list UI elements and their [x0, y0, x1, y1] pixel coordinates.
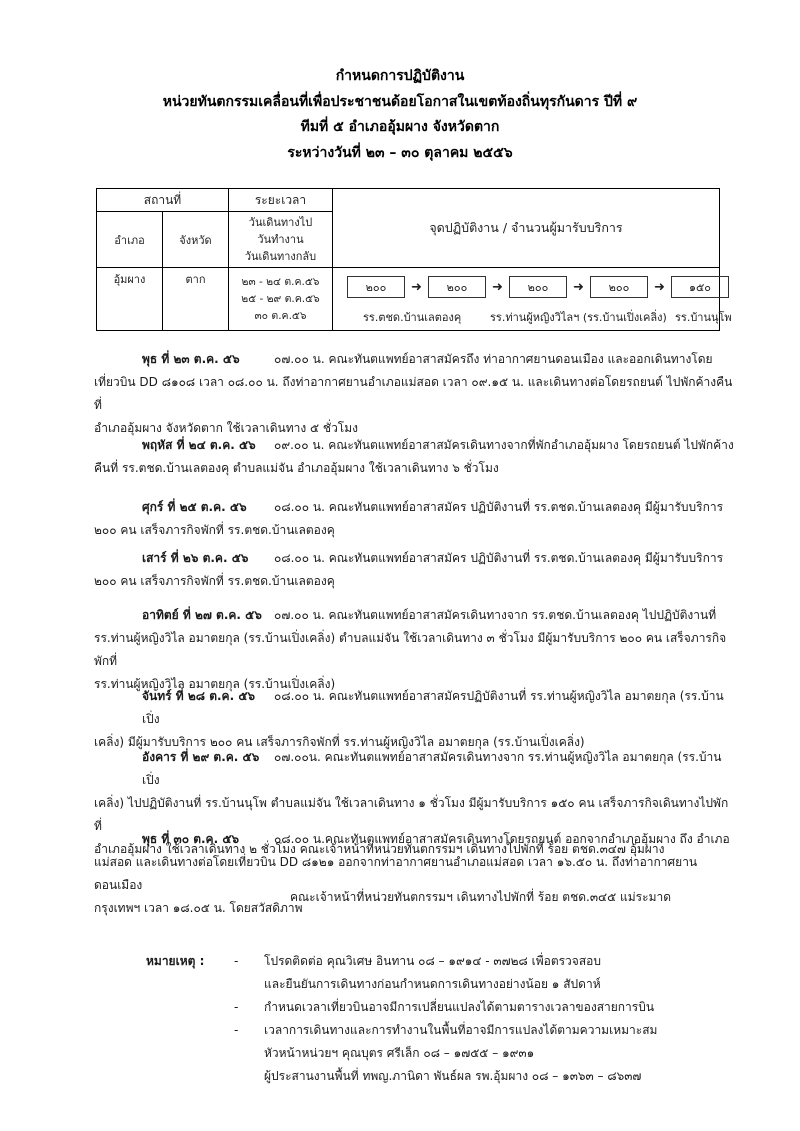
period-sub-return: วันเดินทางกลับ: [244, 250, 317, 263]
entry-text: ๐๘.๐๐ น.คณะทันตแพทย์อาสาสมัครเดินทางโดยรถยนต์ ออกจากอำเภออุ้มผาง ถึง อำเภอ: [274, 832, 730, 846]
title-main: กำหนดการปฏิบัติงาน: [335, 68, 465, 84]
entry-text: ๐๘.๐๐ น. คณะทันตแพทย์อาสาสมัคร ปฏิบัติงานที่ รร.ตชด.บ้านเลตองคุ มีผู้มารับบริการ: [274, 551, 724, 565]
arrow-right-icon: ➜: [573, 279, 584, 295]
entry-text: ๐๗.๐๐ น. คณะทันตแพทย์อาสาสมัครเดินทางจาก รร.ตชด.บ้านเลตองคุ ไปปฏิบัติงานที่: [274, 608, 717, 622]
staff-lodging-note: คณะเจ้าหน้าที่หน่วยทันตกรรมฯ เดินทางไปพักที่ ร้อย ตชด.๓๔๕ แม่ระมาด: [290, 890, 672, 904]
route-count-box: ๒๐๐: [509, 276, 567, 298]
period-value-return: ๓๐ ต.ค.๕๖: [254, 310, 307, 322]
period-values: [229, 268, 333, 331]
amphoe-header: อำเภอ: [97, 212, 163, 268]
bullet-dash: -: [234, 1000, 239, 1014]
route-flow: [347, 276, 729, 298]
period-sub-go: วันเดินทางไป: [248, 216, 313, 229]
document-header: [0, 64, 800, 166]
route-label-site3: รร.บ้านนุโพ: [675, 311, 732, 324]
remark-text: เวลาการเดินทางและการทำงานในพื้นที่อาจมีการแปลงได้ตามความเหมาะสม: [264, 1023, 658, 1037]
entry-text: เที่ยวบิน DD ๘๑๐๘ เวลา ๐๘.๐๐ น. ถึงท่าอากาศยานอำเภอแม่สอด เวลา ๐๙.๑๕ น. และเดินทางต่อโดยรถยนต์ ไปพักค้างคืนที่: [94, 375, 733, 412]
bullet-dash: -: [234, 954, 239, 968]
entry-text: ๐๘.๐๐ น. คณะทันตแพทย์อาสาสมัคร ปฏิบัติงานที่ รร.ตชด.บ้านเลตองคุ มีผู้มารับบริการ: [274, 500, 724, 514]
period-value-go: ๒๓ - ๒๔ ต.ค.๕๖: [241, 276, 320, 288]
schedule-entry: [94, 434, 734, 480]
schedule-entry: [94, 604, 734, 696]
entry-date: อังคาร ที่ ๒๙ ต.ค. ๕๖: [142, 750, 260, 764]
schedule-entry: [94, 547, 734, 593]
entry-text: รร.ท่านผู้หญิงวิไล อมาตยกุล (รร.บ้านเปิ่งเคลิ่ง) ตำบลแม่จัน ใช้เวลาเดินทาง ๓ ชั่วโมง มีผู้มารับบริการ ๒๐๐ คน เสร็จภารกิจพักที่: [94, 631, 727, 668]
route-cell: [333, 268, 732, 331]
title-team: ทีมที่ ๕ อำเภออุ้มผาง จังหวัดตาก: [300, 119, 500, 135]
entry-text: อำเภออุ้มผาง จังหวัดตาก ใช้เวลาเดินทาง ๕ ชั่วโมง: [94, 421, 359, 435]
entry-date: เสาร์ ที่ ๒๖ ต.ค. ๕๖: [142, 551, 249, 565]
entry-text: รร.ท่านผู้หญิงวิไล อมาตยกุล (รร.บ้านเปิ่งเคลิ่ง): [94, 677, 336, 691]
entry-text: กรุงเทพฯ เวลา ๑๘.๐๕ น. โดยสวัสดิภาพ: [94, 901, 303, 915]
entry-text: อำเภออุ้มผาง ใช้เวลาเดินทาง ๒ ชั่วโมง คณะเจ้าหน้าที่หน่วยทันตกรรมฯ เดินทางไปพักที่ ร้อย ตชด.๓๔๗ อุ้มผาง: [94, 842, 665, 856]
period-header: ระยะเวลา: [229, 189, 333, 212]
province-header: จังหวัด: [163, 212, 229, 268]
route-count-box: ๒๐๐: [347, 276, 405, 298]
province-value: ตาก: [163, 268, 229, 331]
entry-date: พุธ ที่ ๓๐ ต.ค. ๕๖: [142, 832, 240, 846]
remark-text: โปรดติดต่อ คุณวิเศษ อินทาน ๐๘ – ๑๙๑๔ - ๓๗๒๘ เพื่อตรวจสอบ: [264, 954, 601, 968]
entry-text: ๒๐๐ คน เสร็จภารกิจพักที่ รร.ตชด.บ้านเลตองคุ: [94, 523, 335, 537]
route-header: จุดปฏิบัติงาน / จำนวนผู้มารับบริการ: [333, 189, 720, 268]
route-label-site2: รร.ท่านผู้หญิงวิไลฯ (รร.บ้านเปิ่งเคลิ่ง): [490, 311, 667, 324]
remark-text: ผู้ประสานงานพื้นที่ ทพญ.ภานิดา พันธ์ผล รพ.อุ้มผาง ๐๘ – ๑๓๖๓ – ๘๖๓๗: [264, 1069, 642, 1083]
schedule-entry: [94, 496, 734, 542]
period-value-work: ๒๕ - ๒๙ ต.ค.๕๖: [241, 293, 320, 305]
remark-text: กำหนดเวลาเที่ยวบินอาจมีการเปลี่ยนแปลงได้ตามตารางเวลาของสายการบิน: [264, 1000, 655, 1014]
entry-date: พฤหัส ที่ ๒๔ ต.ค. ๕๖: [142, 438, 256, 452]
place-header: สถานที่: [97, 189, 229, 212]
entry-date: อาทิตย์ ที่ ๒๗ ต.ค. ๕๖: [142, 608, 262, 622]
schedule-table: [96, 188, 732, 331]
arrow-right-icon: ➜: [492, 279, 503, 295]
arrow-right-icon: ➜: [654, 279, 665, 295]
period-subheader: [229, 212, 333, 268]
title-unit: หน่วยทันตกรรมเคลื่อนที่เพื่อประชาชนด้อยโอกาสในเขตท้องถิ่นทุรกันดาร ปีที่ ๙: [162, 93, 638, 110]
route-count-box: ๒๐๐: [428, 276, 486, 298]
remark-text: และยืนยันการเดินทางก่อนกำหนดการเดินทางอย่างน้อย ๑ สัปดาห์: [264, 977, 601, 991]
route-label-site1: รร.ตชด.บ้านเลตองคุ: [363, 311, 462, 324]
title-date-range: ระหว่างวันที่ ๒๓ – ๓๐ ตุลาคม ๒๕๕๖: [287, 144, 513, 161]
schedule-entry: [94, 348, 734, 440]
bullet-dash: -: [234, 1023, 239, 1037]
entry-date: จันทร์ ที่ ๒๘ ต.ค. ๕๖: [142, 689, 256, 703]
remark-text: หัวหน้าหน่วยฯ คุณบุตร ศรีเล็ก ๐๘ – ๑๗๕๕ – ๑๙๓๑: [264, 1046, 535, 1060]
entry-date: ศุกร์ ที่ ๒๕ ต.ค. ๕๖: [142, 500, 247, 514]
schedule-entry: [94, 685, 734, 754]
entry-text: ๐๗.๐๐น. คณะทันตแพทย์อาสาสมัครเดินทางจาก รร.ท่านผู้หญิงวิไล อมาตยกุล (รร.บ้านเปิ่ง: [142, 750, 722, 787]
entry-text: คืนที่ รร.ตชด.บ้านเลตองคุ ตำบลแม่จัน อำเภออุ้มผาง ใช้เวลาเดินทาง ๖ ชั่วโมง: [94, 461, 499, 475]
entry-text: ๐๗.๐๐ น. คณะทันตแพทย์อาสาสมัครถึง ท่าอากาศยานดอนเมือง และออกเดินทางโดย: [274, 352, 713, 366]
entry-date: พุธ ที่ ๒๓ ต.ค. ๕๖: [142, 352, 240, 366]
remarks-label: หมายเหตุ :: [146, 954, 205, 968]
amphoe-value: อุ้มผาง: [97, 268, 163, 331]
arrow-right-icon: ➜: [411, 279, 422, 295]
route-count-box: ๒๐๐: [590, 276, 648, 298]
route-count-box: ๑๕๐: [671, 276, 729, 298]
entry-text: ๐๙.๐๐ น. คณะทันตแพทย์อาสาสมัครเดินทางจากที่พักอำเภออุ้มผาง โดยรถยนต์ ไปพักค้าง: [274, 438, 734, 452]
entry-text: เคลิ่ง) มีผู้มารับบริการ ๒๐๐ คน เสร็จภารกิจพักที่ รร.ท่านผู้หญิงวิไล อมาตยกุล (รร.บ้านเปิ่งเคลิ่ง): [94, 735, 585, 749]
entry-text: แม่สอด และเดินทางต่อโดยเที่ยวบิน DD ๘๑๒๑ ออกจากท่าอากาศยานอำเภอแม่สอด เวลา ๑๖.๕๐ น. ถึงท่าอากาศยานดอนเมือง: [94, 855, 698, 892]
entry-text: ๒๐๐ คน เสร็จภารกิจพักที่ รร.ตชด.บ้านเลตองคุ: [94, 574, 335, 588]
entry-text: ๐๘.๐๐ น. คณะทันตแพทย์อาสาสมัครปฏิบัติงานที่ รร.ท่านผู้หญิงวิไล อมาตยกุล (รร.บ้านเปิ่ง: [142, 689, 724, 726]
period-sub-work: วันทำงาน: [257, 233, 304, 246]
entry-text: เคลิ่ง) ไปปฏิบัติงานที่ รร.บ้านนุโพ ตำบลแม่จัน ใช้เวลาเดินทาง ๑ ชั่วโมง มีผู้มารับบริการ ๑๕๐ คน เสร็จภารกิจเดินทางไปพักที่: [94, 796, 729, 833]
